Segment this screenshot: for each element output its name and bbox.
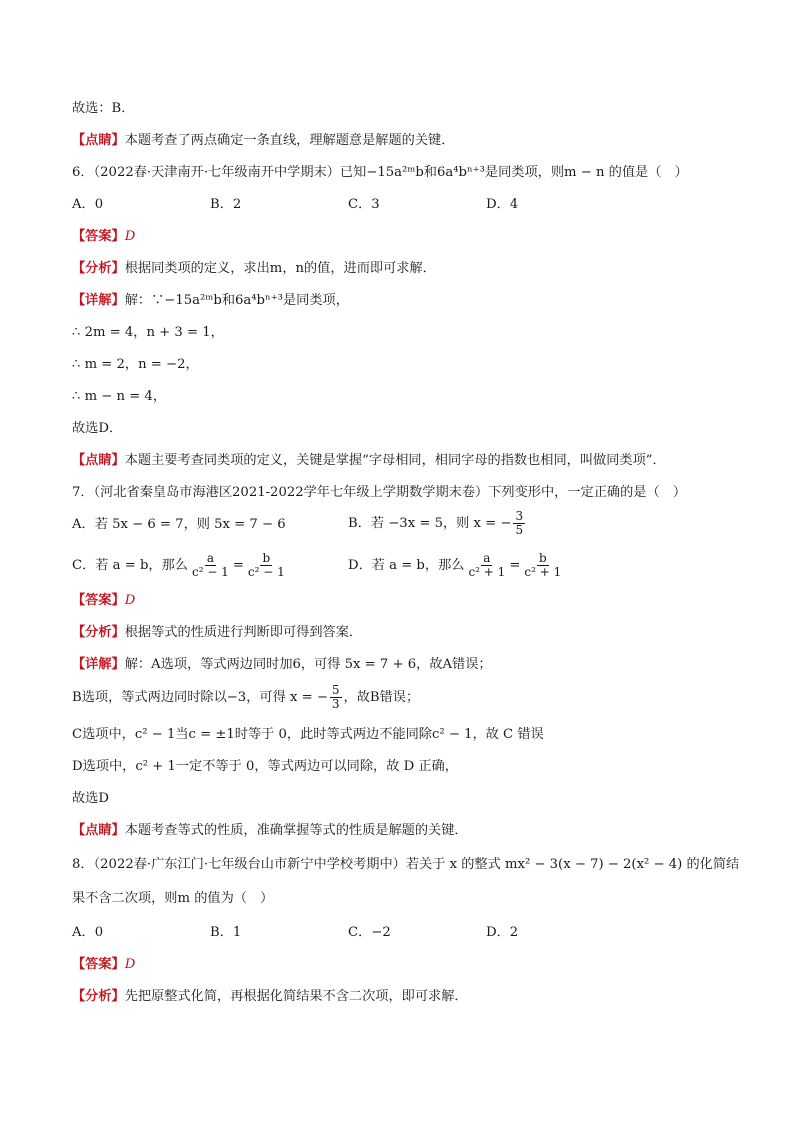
detail-tag: 【详解】 — [72, 657, 125, 672]
answer-value: D — [124, 593, 136, 608]
fraction-numerator: a — [206, 551, 214, 565]
fraction-denominator: c² − 1 — [191, 565, 229, 579]
q8-option-d: D．2 — [486, 925, 519, 940]
comment-text: 本题考查了两点确定一条直线，理解题意是解题的关键． — [124, 133, 455, 148]
q6-option-d: D．4 — [486, 197, 519, 212]
comment-tag: 【点睛】 — [72, 823, 125, 838]
option-c-text: C．若 a = b，那么 — [72, 558, 188, 573]
answer-tag: 【答案】 — [72, 957, 125, 972]
fraction-denominator: c² − 1 — [247, 565, 285, 579]
q8-stem-line-1: 8．（2022春·广东江门·七年级台山市新宁中学校考期中）若关于 x 的整式 mx² − 3(x − 7) − 2(x² − 4) 的化简结 — [72, 857, 740, 872]
q7-stem: 7．（河北省秦皇岛市海港区2021-2022学年七年级上学期数学期末卷）下列变形中，一定正确的是（ ） — [72, 485, 687, 500]
analysis-text: 根据同类项的定义，求出m，n的值，进而即可求解． — [124, 261, 436, 276]
q8-option-a: A．0 — [72, 925, 104, 940]
q7-comment — [72, 822, 468, 840]
fraction-numerator: b — [538, 551, 547, 565]
detail-text: 解：∵−15a²ᵐb和6a⁴bⁿ⁺³是同类项， — [124, 293, 349, 308]
q7-line-c: C选项中，c² − 1当c = ±1时等于 0，此时等式两边不能同除c² − 1，故 C 错误 — [72, 727, 544, 742]
fraction-denominator: 5 — [515, 523, 524, 537]
comment-text: 本题考查等式的性质，准确掌握等式的性质是解题的关键． — [124, 823, 468, 838]
q7-analysis — [72, 624, 362, 642]
option-b-text: B．若 −3x = 5，则 x = − — [348, 516, 512, 531]
fraction-denominator: c² + 1 — [524, 565, 562, 579]
equals-sign: = — [232, 558, 244, 573]
q6-option-c: C．3 — [348, 197, 380, 212]
answer-value: D — [124, 229, 136, 244]
comment-tag: 【点睛】 — [72, 133, 125, 148]
q6-step-3: ∴ m − n = 4， — [72, 389, 167, 404]
analysis-tag: 【分析】 — [72, 989, 125, 1004]
q8-analysis — [72, 988, 468, 1006]
detail-tag: 【详解】 — [72, 293, 125, 308]
q6-option-a: A．0 — [72, 197, 104, 212]
option-c-fraction-left — [190, 552, 231, 579]
analysis-tag: 【分析】 — [72, 625, 125, 640]
q6-stem: 6．（2022春·天津南开·七年级南开中学期末）已知−15a²ᵐb和6a⁴bⁿ⁺³是同类项，则m − n 的值是（ ） — [72, 165, 688, 180]
fraction-numerator: 3 — [515, 509, 524, 523]
analysis-text: 先把原整式化简，再根据化简结果不含二次项，即可求解． — [124, 989, 468, 1004]
q8-option-c: C．−2 — [348, 925, 391, 940]
line-b-text: B选项，等式两边同时除以−3，可得 x = − — [72, 690, 328, 705]
q6-answer — [72, 228, 135, 246]
fraction-numerator: 5 — [331, 683, 340, 697]
comment-tag: 【点睛】 — [72, 453, 125, 468]
q6-analysis — [72, 260, 436, 278]
q7-choice: 故选D — [72, 791, 109, 806]
q7-line-b — [72, 684, 419, 711]
comment-text: 本题主要考查同类项的定义，关键是掌握“字母相同，相同字母的指数也相同，叫做同类项”． — [124, 453, 666, 468]
detail-text: 解：A选项，等式两边同时加6，可得 5x = 7 + 6，故A错误； — [124, 657, 492, 672]
answer-tag: 【答案】 — [72, 229, 125, 244]
option-d-text: D．若 a = b，那么 — [348, 558, 465, 573]
analysis-tag: 【分析】 — [72, 261, 125, 276]
q6-step-2: ∴ m = 2，n = −2， — [72, 357, 199, 372]
equals-sign: = — [509, 558, 521, 573]
q7-line-d: D选项中，c² + 1一定不等于 0，等式两边可以同除，故 D 正确， — [72, 759, 458, 774]
line-b-post: ，故B错误； — [343, 690, 420, 705]
q8-answer — [72, 956, 135, 974]
q7-answer — [72, 592, 135, 610]
q6-comment — [72, 452, 666, 470]
q7-option-c — [72, 552, 289, 579]
q6-choice: 故选D． — [72, 421, 123, 436]
q6-option-b: B．2 — [210, 197, 242, 212]
option-c-fraction-right — [246, 552, 287, 579]
option-d-fraction-left — [466, 552, 507, 579]
q7-option-a: A．若 5x − 6 = 7，则 5x = 7 − 6 — [72, 517, 286, 532]
analysis-text: 根据等式的性质进行判断即可得到答案． — [124, 625, 363, 640]
q8-stem-line-2: 果不含二次项，则m 的值为（ ） — [72, 891, 274, 906]
q7-option-d — [348, 552, 565, 579]
line-b-fraction — [330, 684, 342, 711]
fraction-denominator: 3 — [331, 697, 340, 711]
fraction-numerator: b — [262, 551, 271, 565]
fraction-denominator: c² + 1 — [468, 565, 506, 579]
q6-detail — [72, 292, 349, 310]
q5-choice: 故选：B． — [72, 101, 135, 116]
q5-comment — [72, 132, 454, 150]
answer-tag: 【答案】 — [72, 593, 125, 608]
q8-option-b: B．1 — [210, 925, 242, 940]
answer-value: D — [124, 957, 136, 972]
q7-detail — [72, 656, 492, 674]
fraction-numerator: a — [483, 551, 491, 565]
option-d-fraction-right — [522, 552, 563, 579]
q6-step-1: ∴ 2m = 4，n + 3 = 1， — [72, 325, 224, 340]
q7-option-b — [348, 510, 527, 537]
option-b-fraction — [513, 510, 525, 537]
